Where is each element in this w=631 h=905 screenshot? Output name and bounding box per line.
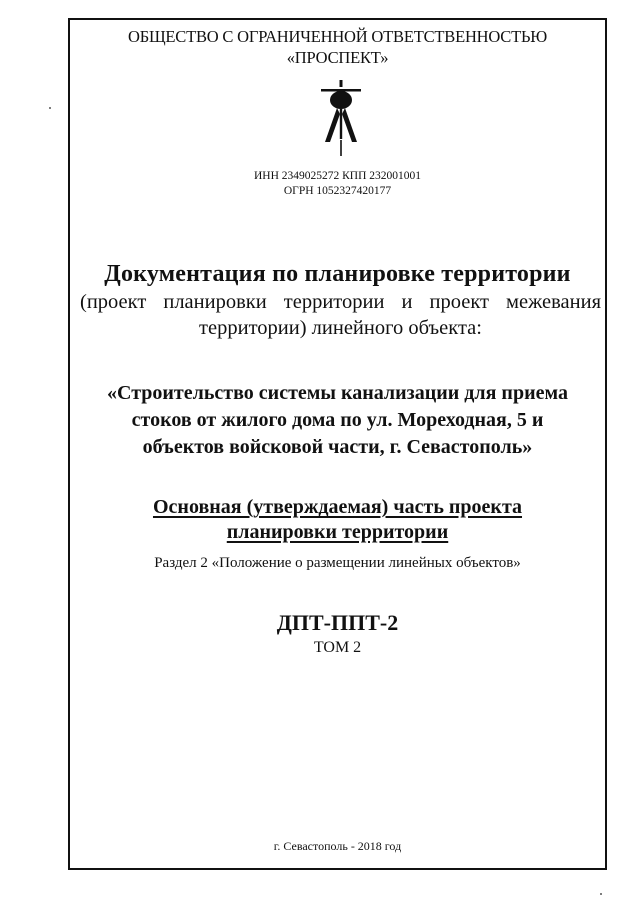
organization-name-line-2: «ПРОСПЕКТ» — [286, 48, 389, 67]
object-name — [68, 380, 607, 461]
ogrn: ОГРН 1052327420177 — [283, 184, 392, 197]
object-name-line-1: «Строительство системы канализации для приема — [107, 382, 568, 404]
part-title — [68, 495, 607, 545]
part-title-line-2: планировки территории — [226, 521, 449, 543]
inn-kpp: ИНН 2349025272 КПП 232001001 — [253, 170, 422, 182]
organization-name-line-1: ОБЩЕСТВО С ОГРАНИЧЕННОЙ ОТВЕТСТВЕННОСТЬЮ — [127, 27, 548, 46]
company-requisites — [68, 169, 607, 198]
volume-number: ТОМ 2 — [313, 639, 362, 656]
document-code: ДПТ-ППТ-2 — [276, 610, 399, 635]
object-name-line-3: объектов войсковой части, г. Севастополь» — [142, 436, 533, 458]
part-title-line-1: Основная (утверждаемая) часть проекта — [152, 496, 523, 518]
organization-name — [68, 26, 607, 68]
city-year-footer: г. Севастополь - 2018 год — [273, 839, 402, 853]
surveyor-tripod-logo-icon — [317, 80, 365, 156]
document-title: Документация по планировке территории — [104, 261, 571, 287]
document-subtitle: (проект планировки территории и проект межевания территории) линейного объекта: — [80, 291, 601, 339]
section-title: Раздел 2 «Положение о размещении линейных объектов» — [154, 555, 521, 571]
object-name-line-2: стоков от жилого дома по ул. Мореходная, 5 и — [131, 409, 544, 431]
scan-speck — [49, 107, 51, 109]
scan-speck — [600, 893, 602, 895]
